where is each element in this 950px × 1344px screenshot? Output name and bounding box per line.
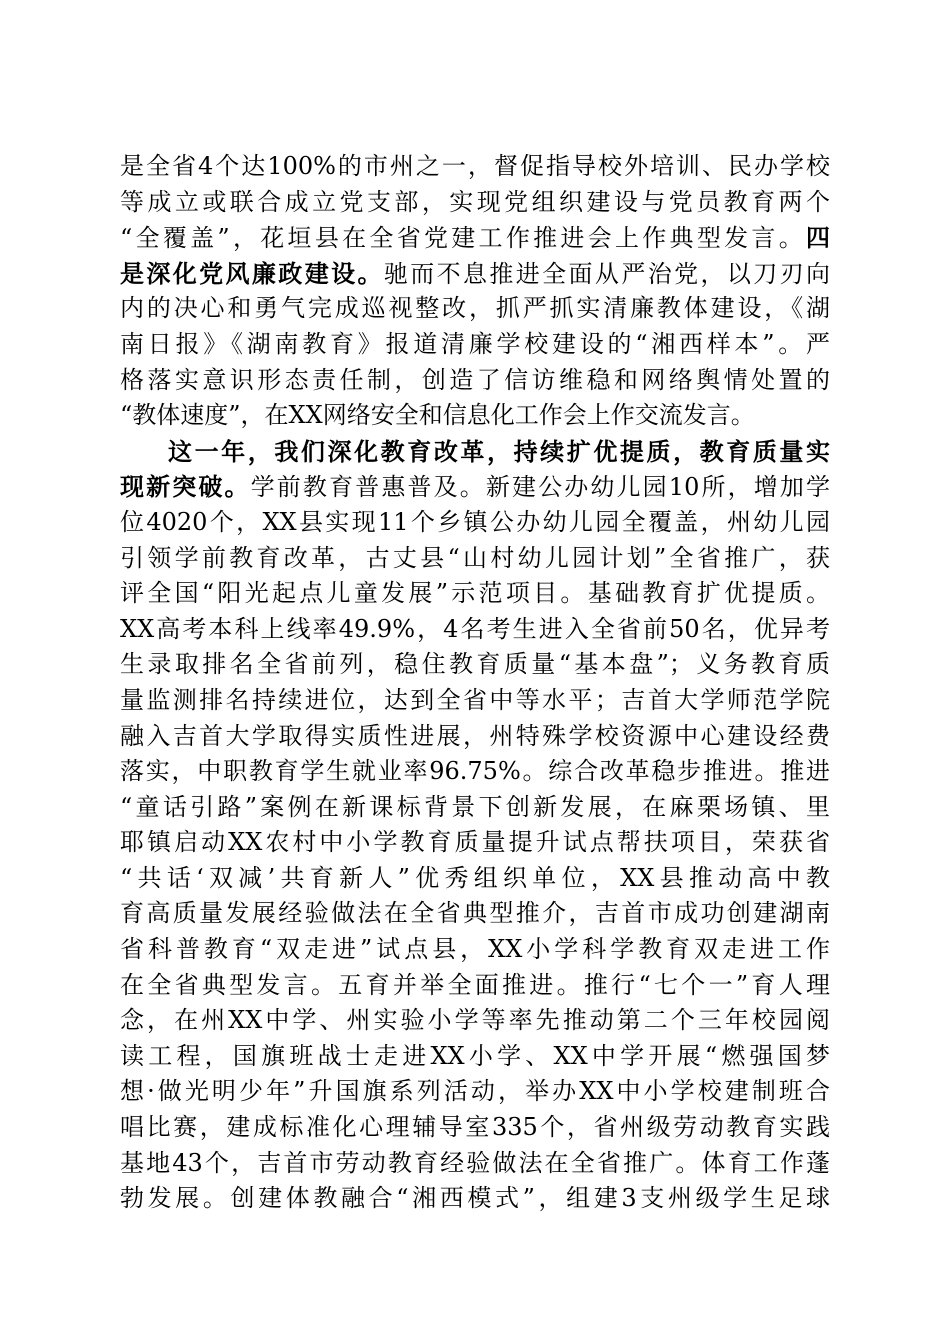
text-run: 耶镇启动XX农村中小学教育质量提升试点帮扶项目，荣获省 xyxy=(120,828,830,857)
text-run: “全覆盖”，花垣县在全省党建工作推进会上作典型发言。 xyxy=(120,224,806,253)
text-run: 驰而不息推进全面从严治党，以刀刃向 xyxy=(383,259,831,288)
text-line xyxy=(120,576,830,612)
text-run: 融入吉首大学取得实质性进展，州特殊学校资源中心建设经费 xyxy=(120,721,830,750)
text-line xyxy=(120,291,830,327)
text-run: 位4020个，XX县实现11个乡镇公办幼儿园全覆盖，州幼儿园 xyxy=(120,507,830,536)
text-run: 省科普教育“双走进”试点县，XX小学科学教育双走进工作 xyxy=(120,935,830,964)
text-line xyxy=(120,1074,830,1110)
text-line xyxy=(120,825,830,861)
text-line xyxy=(120,754,830,790)
text-line xyxy=(120,1003,830,1039)
bold-heading-run: 是深化党风廉政建设。 xyxy=(120,258,384,288)
text-run: 引领学前教育改革，古丈县“山村幼儿园计划”全省推广，获 xyxy=(120,543,830,572)
text-line xyxy=(120,1146,830,1182)
text-line xyxy=(120,363,830,399)
text-run: 量监测排名持续进位，达到全省中等水平；吉首大学师范学院 xyxy=(120,685,830,714)
text-run: 读工程，国旗班战士走进XX小学、XX中学开展“燃强国梦 xyxy=(120,1041,830,1070)
text-line xyxy=(120,398,830,434)
text-run: 在全省典型发言。五育并举全面推进。推行“七个一”育人理 xyxy=(120,970,830,999)
text-run: 育高质量发展经验做法在全省典型推介，吉首市成功创建湖南 xyxy=(120,899,830,928)
text-line xyxy=(120,1181,830,1217)
text-run: 生录取排名全省前列，稳住教育质量“基本盘”；义务教育质 xyxy=(120,650,830,679)
text-run: “共话‘双减’共育新人”优秀组织单位，XX县推动高中教 xyxy=(120,863,830,892)
text-run: 想·做光明少年”升国旗系列活动，举办XX中小学校建制班合 xyxy=(120,1077,830,1106)
text-line xyxy=(120,896,830,932)
text-line xyxy=(120,647,830,683)
text-run: 南日报》《湖南教育》报道清廉学校建设的“湘西样本”。严 xyxy=(120,329,830,358)
text-line xyxy=(120,932,830,968)
bold-heading-run: 现新突破。 xyxy=(120,472,251,502)
text-line xyxy=(120,505,830,541)
text-run: 评全国“阳光起点儿童发展”示范项目。基础教育扩优提质。 xyxy=(120,579,830,608)
text-run: 学前教育普惠普及。新建公办幼儿园10所，增加学 xyxy=(250,473,830,502)
document-body xyxy=(120,149,830,1217)
text-run: 等成立或联合成立党支部，实现党组织建设与党员教育两个 xyxy=(120,187,830,216)
text-line xyxy=(120,968,830,1004)
text-line xyxy=(120,220,830,256)
text-run: XX高考本科上线率49.9%，4名考生进入全省前50名，优异考 xyxy=(120,614,830,643)
text-line xyxy=(120,434,830,470)
text-line xyxy=(120,719,830,755)
text-run: 落实，中职教育学生就业率96.75%。综合改革稳步推进。推进 xyxy=(120,757,830,786)
text-line xyxy=(120,683,830,719)
text-run: 基地43个，吉首市劳动教育经验做法在全省推广。体育工作蓬 xyxy=(120,1148,830,1177)
text-run: 勃发展。创建体教融合“湘西模式”，组建3支州级学生足球 xyxy=(120,1184,830,1213)
text-line xyxy=(120,612,830,648)
text-line xyxy=(120,1039,830,1075)
text-line xyxy=(120,149,830,185)
text-run: 内的决心和勇气完成巡视整改，抓严抓实清廉教体建设，《湖 xyxy=(120,294,830,323)
text-line xyxy=(120,790,830,826)
text-run: 格落实意识形态责任制，创造了信访维稳和网络舆情处置的 xyxy=(120,365,830,394)
text-line xyxy=(120,469,830,505)
bold-heading-run: 四 xyxy=(806,223,830,253)
text-run: “教体速度”，在XX网络安全和信息化工作会上作交流发言。 xyxy=(120,401,755,430)
text-line xyxy=(120,327,830,363)
text-line xyxy=(120,256,830,292)
text-line xyxy=(120,185,830,221)
text-run: 是全省4个达100%的市州之一，督促指导校外培训、民办学校 xyxy=(120,152,830,180)
text-run: 念，在州XX中学、州实验小学等率先推动第二个三年校园阅 xyxy=(120,1006,830,1035)
text-line xyxy=(120,1110,830,1146)
text-line xyxy=(120,861,830,897)
bold-heading-run: 这一年，我们深化教育改革，持续扩优提质，教育质量实 xyxy=(168,436,830,466)
text-line xyxy=(120,541,830,577)
text-run: “童话引路”案例在新课标背景下创新发展，在麻栗场镇、里 xyxy=(120,792,830,821)
text-run: 唱比赛，建成标准化心理辅导室335个，省州级劳动教育实践 xyxy=(120,1113,830,1142)
